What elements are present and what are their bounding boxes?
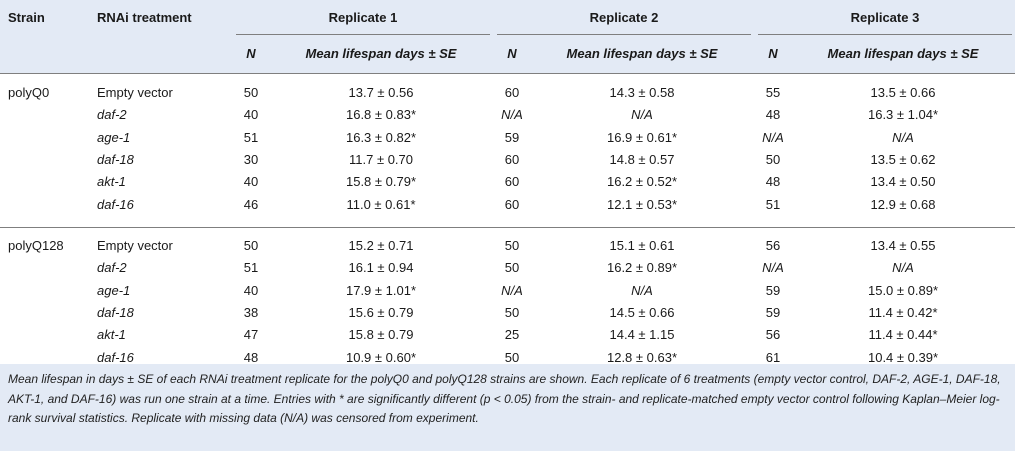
mean-cell-replicate-3: 11.4 ± 0.42*	[868, 304, 938, 320]
mean-cell-replicate-1: 16.3 ± 0.82*	[345, 129, 417, 145]
header-replicate-1: Replicate 1	[328, 10, 398, 25]
mean-cell-replicate-3: N/A	[892, 129, 914, 145]
mean-cell-replicate-2: 15.1 ± 0.61	[609, 238, 675, 253]
n-cell-replicate-1: 46	[243, 196, 259, 212]
mean-cell-replicate-1: 11.0 ± 0.61*	[346, 196, 416, 212]
mean-cell-replicate-1: 15.6 ± 0.79	[348, 304, 414, 320]
mean-cell-replicate-3: 13.5 ± 0.62	[870, 151, 936, 167]
n-cell-replicate-1: 40	[243, 174, 259, 190]
n-cell-replicate-2: 50	[504, 260, 520, 276]
mean-cell-replicate-1: 16.1 ± 0.94	[348, 260, 414, 276]
rnai-treatment-cell: age-1	[97, 129, 131, 145]
n-cell-replicate-2: 59	[504, 129, 520, 145]
rnai-treatment-cell: Empty vector	[97, 85, 173, 100]
mean-cell-replicate-1: 15.8 ± 0.79	[348, 327, 414, 343]
header-replicate-3: Replicate 3	[850, 10, 920, 25]
table-footnote: Mean lifespan in days ± SE of each RNAi treatment replicate for the polyQ0 and polyQ128 strains are shown. Each replicate of 6 treatments (empty vector control, DAF-2, AGE-1, DAF-18, AKT-1, and DAF-16) was run one strain at a time. Entries with * are significantly different (p < 0.05) from the strain- and replicate-matched empty vector control following Kaplan–Meier log-rank survival statistics. Replicate with missing data (N/A) was censored from experiment.	[8, 372, 1001, 425]
n-cell-replicate-2: 50	[504, 349, 520, 365]
n-cell-replicate-1: 47	[243, 327, 259, 343]
mean-cell-replicate-3: 16.3 ± 1.04*	[867, 107, 939, 123]
mean-cell-replicate-2: N/A	[631, 282, 653, 298]
mean-cell-replicate-3: 11.4 ± 0.44*	[868, 327, 938, 343]
header-rnai-treatment: RNAi treatment	[97, 10, 192, 25]
n-cell-replicate-3: 56	[765, 238, 781, 253]
header-replicate-2: Replicate 2	[589, 10, 659, 25]
mean-cell-replicate-2: 12.1 ± 0.53*	[606, 196, 678, 212]
n-cell-replicate-1: 40	[243, 282, 259, 298]
rnai-treatment-cell: akt-1	[97, 327, 126, 343]
n-cell-replicate-1: 51	[243, 260, 259, 276]
n-cell-replicate-3: 61	[765, 349, 781, 365]
mean-cell-replicate-3: 12.9 ± 0.68	[870, 196, 936, 212]
mean-cell-replicate-2: 14.3 ± 0.58	[609, 85, 675, 100]
mean-cell-replicate-2: 16.2 ± 0.89*	[606, 260, 678, 276]
n-cell-replicate-3: 55	[765, 85, 781, 100]
replicate-2-group-rule	[497, 34, 751, 35]
mean-cell-replicate-2: 12.8 ± 0.63*	[606, 349, 678, 365]
replicate-1-group-rule	[236, 34, 490, 35]
n-cell-replicate-3: N/A	[762, 129, 784, 145]
mean-cell-replicate-1: 17.9 ± 1.01*	[345, 282, 417, 298]
mean-cell-replicate-1: 13.7 ± 0.56	[348, 85, 414, 100]
n-cell-replicate-1: 30	[243, 151, 259, 167]
mean-cell-replicate-2: 16.9 ± 0.61*	[606, 129, 678, 145]
header-strain: Strain	[8, 10, 45, 25]
mean-cell-replicate-2: N/A	[631, 107, 653, 123]
mean-cell-replicate-3: 13.4 ± 0.55	[870, 238, 936, 253]
header-n-replicate-3: N	[768, 46, 778, 61]
n-cell-replicate-1: 48	[243, 349, 259, 365]
rnai-treatment-cell: daf-16	[97, 196, 134, 212]
n-cell-replicate-2: 50	[504, 238, 520, 253]
rnai-treatment-cell: daf-2	[97, 260, 127, 276]
n-cell-replicate-1: 38	[243, 304, 259, 320]
n-cell-replicate-1: 50	[243, 238, 259, 253]
rnai-treatment-cell: Empty vector	[97, 238, 173, 253]
n-cell-replicate-1: 40	[243, 107, 259, 123]
group-separator-rule	[0, 227, 1015, 228]
replicate-3-group-rule	[758, 34, 1012, 35]
n-cell-replicate-2: 50	[504, 304, 520, 320]
n-cell-replicate-3: 59	[765, 304, 781, 320]
n-cell-replicate-3: N/A	[762, 260, 784, 276]
mean-cell-replicate-2: 16.2 ± 0.52*	[606, 174, 678, 190]
rnai-treatment-cell: daf-18	[97, 151, 134, 167]
strain-label: polyQ0	[8, 85, 50, 100]
n-cell-replicate-2: 60	[504, 151, 520, 167]
n-cell-replicate-2: N/A	[501, 282, 523, 298]
n-cell-replicate-3: 50	[765, 151, 781, 167]
mean-cell-replicate-3: 13.5 ± 0.66	[870, 85, 936, 100]
mean-cell-replicate-2: 14.5 ± 0.66	[609, 304, 675, 320]
rnai-treatment-cell: daf-18	[97, 304, 134, 320]
header-bottom-rule	[0, 73, 1015, 74]
n-cell-replicate-1: 50	[243, 85, 259, 100]
header-mean-replicate-3: Mean lifespan days ± SE	[827, 46, 979, 61]
rnai-treatment-cell: age-1	[97, 282, 131, 298]
header-mean-replicate-1: Mean lifespan days ± SE	[305, 46, 457, 61]
mean-cell-replicate-3: N/A	[892, 260, 914, 276]
n-cell-replicate-2: 25	[504, 327, 520, 343]
n-cell-replicate-2: 60	[504, 174, 520, 190]
n-cell-replicate-2: 60	[504, 85, 520, 100]
mean-cell-replicate-1: 16.8 ± 0.83*	[345, 107, 417, 123]
strain-label: polyQ128	[8, 238, 64, 253]
n-cell-replicate-1: 51	[243, 129, 259, 145]
header-n-replicate-1: N	[246, 46, 256, 61]
n-cell-replicate-3: 51	[765, 196, 781, 212]
n-cell-replicate-3: 59	[765, 282, 781, 298]
rnai-treatment-cell: akt-1	[97, 174, 126, 190]
mean-cell-replicate-2: 14.8 ± 0.57	[609, 151, 675, 167]
n-cell-replicate-3: 48	[765, 107, 781, 123]
mean-cell-replicate-1: 10.9 ± 0.60*	[345, 349, 417, 365]
n-cell-replicate-3: 48	[765, 174, 781, 190]
mean-cell-replicate-1: 15.8 ± 0.79*	[345, 174, 417, 190]
mean-cell-replicate-2: 14.4 ± 1.15	[609, 327, 675, 343]
n-cell-replicate-2: N/A	[501, 107, 523, 123]
mean-cell-replicate-1: 15.2 ± 0.71	[348, 238, 414, 253]
mean-cell-replicate-3: 13.4 ± 0.50	[870, 174, 936, 190]
n-cell-replicate-2: 60	[504, 196, 520, 212]
mean-cell-replicate-3: 15.0 ± 0.89*	[867, 282, 939, 298]
mean-cell-replicate-1: 11.7 ± 0.70	[349, 151, 413, 167]
rnai-treatment-cell: daf-16	[97, 349, 134, 365]
n-cell-replicate-3: 56	[765, 327, 781, 343]
mean-cell-replicate-3: 10.4 ± 0.39*	[867, 349, 939, 365]
rnai-treatment-cell: daf-2	[97, 107, 127, 123]
header-n-replicate-2: N	[507, 46, 517, 61]
header-mean-replicate-2: Mean lifespan days ± SE	[566, 46, 718, 61]
